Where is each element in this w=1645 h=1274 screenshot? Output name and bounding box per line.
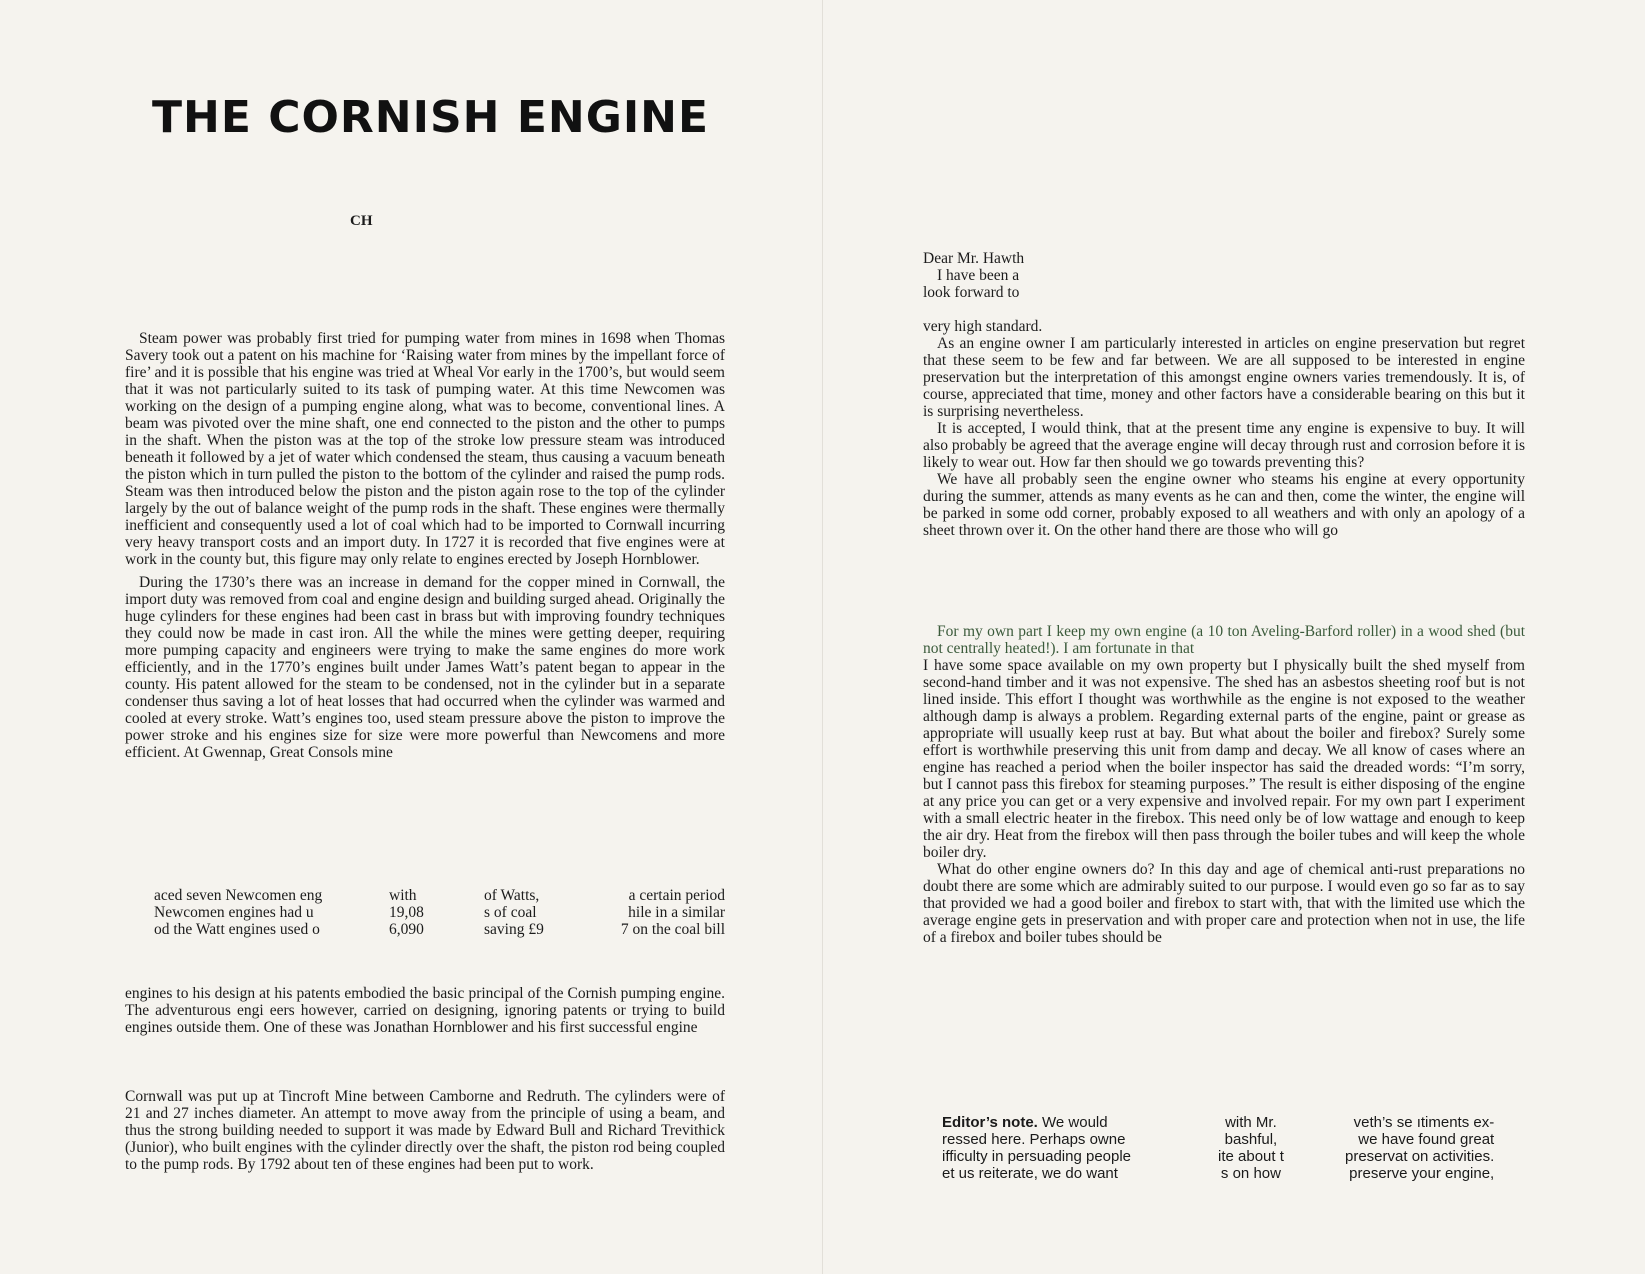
letter-paragraph-6: What do other engine owners do? In this day and age of chemical anti-rust preparations no doubt there are some which are admirably suited to our purpose. I would even go so far as to say that provided we had a good boiler and firebox to start with, that with the limited use which the average engine gets in preservation and with proper care and protection when not in use, the life of a firebox and boiler tubes should be (923, 861, 1525, 946)
editor-note-line: we have found great (1358, 1131, 1495, 1148)
letter-paragraph-2: As an engine owner I am particularly interested in articles on engine preservation but regret that these seem to be few and far between. We are all supposed to be interested in engine preservation but the interpretation of this amongst engine owners varies tremendously. It is, of course, appreciated that time, money and other factors have a considerable bearing on this but it is surprising nevertheless. (923, 335, 1525, 420)
editor-note-label: Editor’s note. (942, 1114, 1038, 1131)
editor-note-line: bashful, (1224, 1131, 1278, 1148)
letter-body-lower (923, 623, 1525, 946)
fragment-cell: 19,08 (389, 904, 424, 921)
fragment-cell: hile in a similar (628, 904, 725, 921)
editor-note-line: et us reiterate, we do want (942, 1165, 1118, 1182)
editor-note-line: ifficulty in persuading people (942, 1148, 1132, 1165)
article-body-lower (125, 1088, 725, 1173)
article-paragraph-2: During the 1730’s there was an increase in demand for the copper mined in Cornwall, the import duty was removed from coal and engine design and building surged ahead. Originally the huge cylinders for these engines had been cast in brass but with improving foundry techniques they could now be made in cast iron. All the while the mines were getting deeper, requiring more pumping capacity and engineers were trying to make the same engines do more work efficiently, and in the 1770’s engines built under James Watt’s patent began to appear in the county. His patent allowed for the steam to be condensed, not in the cylinder but in a separate condenser thus saving a lot of heat losses that had occurred when the cylinder was warmed and cooled at every stroke. Watt’s engines too, used steam pressure above the piston to improve the power stroke and his engines size for size were more powerful than Newcomens and more efficient. At Gwennap, Great Consols mine (125, 574, 725, 761)
fragment-cell: saving £9 (484, 921, 544, 938)
fragment-cell: Newcomen engines had u (154, 904, 314, 921)
left-page (0, 0, 822, 1274)
editor-note-column-3 (1345, 1114, 1494, 1182)
editor-note-line (942, 1114, 1131, 1131)
letter-opening-line: look forward to (923, 284, 1020, 301)
letter-paragraph-3: It is accepted, I would think, that at the present time any engine is expensive to buy. It will also probably be agreed that the average engine will decay through rust and corrosion before it is likely to wear out. How far then should we go towards preventing this? (923, 420, 1525, 471)
article-paragraph-3: engines to his design at his patents embodied the basic principal of the Cornish pumping engine. The adventurous engi eers however, carried on designing, ignoring patents or trying to build engines outside them. One of these was Jonathan Hornblower and his first successful engine (125, 985, 725, 1036)
article-body-middle (125, 985, 725, 1036)
fragment-cell: s of coal (484, 904, 537, 921)
letter-paragraph-5-lead: For my own part I keep my own engine (a 10 ton Aveling-Barford roller) in a wood shed (but not centrally heated!). I am fortunate in that (923, 623, 1525, 657)
editor-note-line: preserve your engine, (1349, 1165, 1495, 1182)
letter-opening-line: I have been a (937, 267, 1020, 284)
fragment-cell: aced seven Newcomen eng (154, 887, 323, 904)
letter-paragraph-5: I have some space available on my own property but I physically built the shed myself from second-hand timber and it was not expensive. The shed has an asbestos sheeting roof but is not lined inside. This effort I thought was worthwhile as the engine is not exposed to the weather although damp is always a problem. Regarding external parts of the engine, paint or grease as appropriate will usually keep rust at bay. But what about the boiler and firebox? Surely some effort is worthwhile preserving this unit from damp and decay. We all know of cases where an engine has reached a period when the boiler inspector has said the dreaded words: “I’m sorry, but I cannot pass this firebox for steaming purposes.” The result is either disposing of the engine at any price you can get or a very expensive and involved repair. For my own part I experiment with a small electric heater in the firebox. This need only be of low wattage and enough to keep the air dry. Heat from the firebox will then pass through the boiler tubes and will keep the whole boiler dry. (923, 657, 1525, 861)
editor-note-line: veth’s se ıtiments ex- (1353, 1114, 1495, 1131)
fragment-cell: 7 on the coal bill (620, 921, 725, 938)
right-page (823, 0, 1645, 1274)
fragment-row (130, 887, 725, 904)
article-paragraph-1: Steam power was probably first tried for pumping water from mines in 1698 when Thomas Savery took out a patent on his machine for ‘Raising water from mines by the impellant force of fire’ and it is possible that his engine was tried at Wheal Vor early in the 1700’s, but would seem that it was not particularly suited to its task of pumping water. At this time Newcomen was working on the design of a pumping engine along, what was to become, conventional lines. A beam was pivoted over the mine shaft, one end connected to the piston and the other to pumps in the shaft. When the piston was at the top of the stroke low pressure steam was introduced beneath it followed by a jet of water which condensed the steam, thus causing a vacuum beneath the piston which in turn pulled the piston to the bottom of the cylinder and raised the pump rods. Steam was then introduced below the piston and the piston again rose to the top of the cylinder largely by the out of balance weight of the pump rods in the shaft. These engines were thermally inefficient and consequently used a lot of coal which had to be imported to Cornwall incurring very heavy transport costs and an import duty. In 1727 it is recorded that five engines were at work in the county but, this figure may only relate to engines erected by Joseph Hornblower. (125, 330, 725, 568)
editor-note-text: We would (1042, 1114, 1108, 1131)
fragment-row (130, 921, 725, 938)
article-title: THE CORNISH ENGINE (152, 92, 710, 143)
editor-note-line: ite about t (1218, 1148, 1284, 1165)
editor-note-line: with Mr. (1225, 1114, 1277, 1131)
editor-note-column-1 (942, 1114, 1131, 1182)
fragment-cell: od the Watt engines used o (154, 921, 320, 938)
fragment-row (130, 904, 725, 921)
editor-note-line: ressed here. Perhaps owne (942, 1131, 1126, 1148)
salutation-line: Dear Mr. Hawth (923, 250, 1025, 267)
letter-paragraph-4: We have all probably seen the engine owner who steams his engine at every opportunity during the summer, attends as many events as he can and then, come the winter, the engine will be parked in some odd corner, probably exposed to all weathers and with only an apology of a sheet thrown over it. On the other hand there are those who will go (923, 471, 1525, 539)
letter-paragraph-1: very high standard. (923, 318, 1043, 335)
author-byline: CH (350, 213, 373, 229)
editor-note-column-2 (1218, 1114, 1284, 1182)
editor-note-line: preservat on activities. (1345, 1148, 1495, 1165)
letter-salutation (923, 250, 1123, 301)
editor-note-line: s on how (1220, 1165, 1281, 1182)
letter-body-upper (923, 318, 1525, 539)
fragment-table (130, 887, 725, 938)
fragment-cell: with (389, 887, 417, 904)
article-paragraph-4: Cornwall was put up at Tincroft Mine between Camborne and Redruth. The cylinders were of 21 and 27 inches diameter. An attempt to move away from the principle of using a beam, and thus the strong building needed to support it was made by Edward Bull and Richard Trevithick (Junior), who built engines with the cylinder directly over the shaft, the piston rod being coupled to the pump rods. By 1792 about ten of these engines had been put to work. (125, 1088, 725, 1173)
fragment-cell: of Watts, (484, 887, 540, 904)
article-body-upper (125, 330, 725, 761)
fragment-cell: a certain period (628, 887, 725, 904)
fragment-cell: 6,090 (389, 921, 424, 938)
